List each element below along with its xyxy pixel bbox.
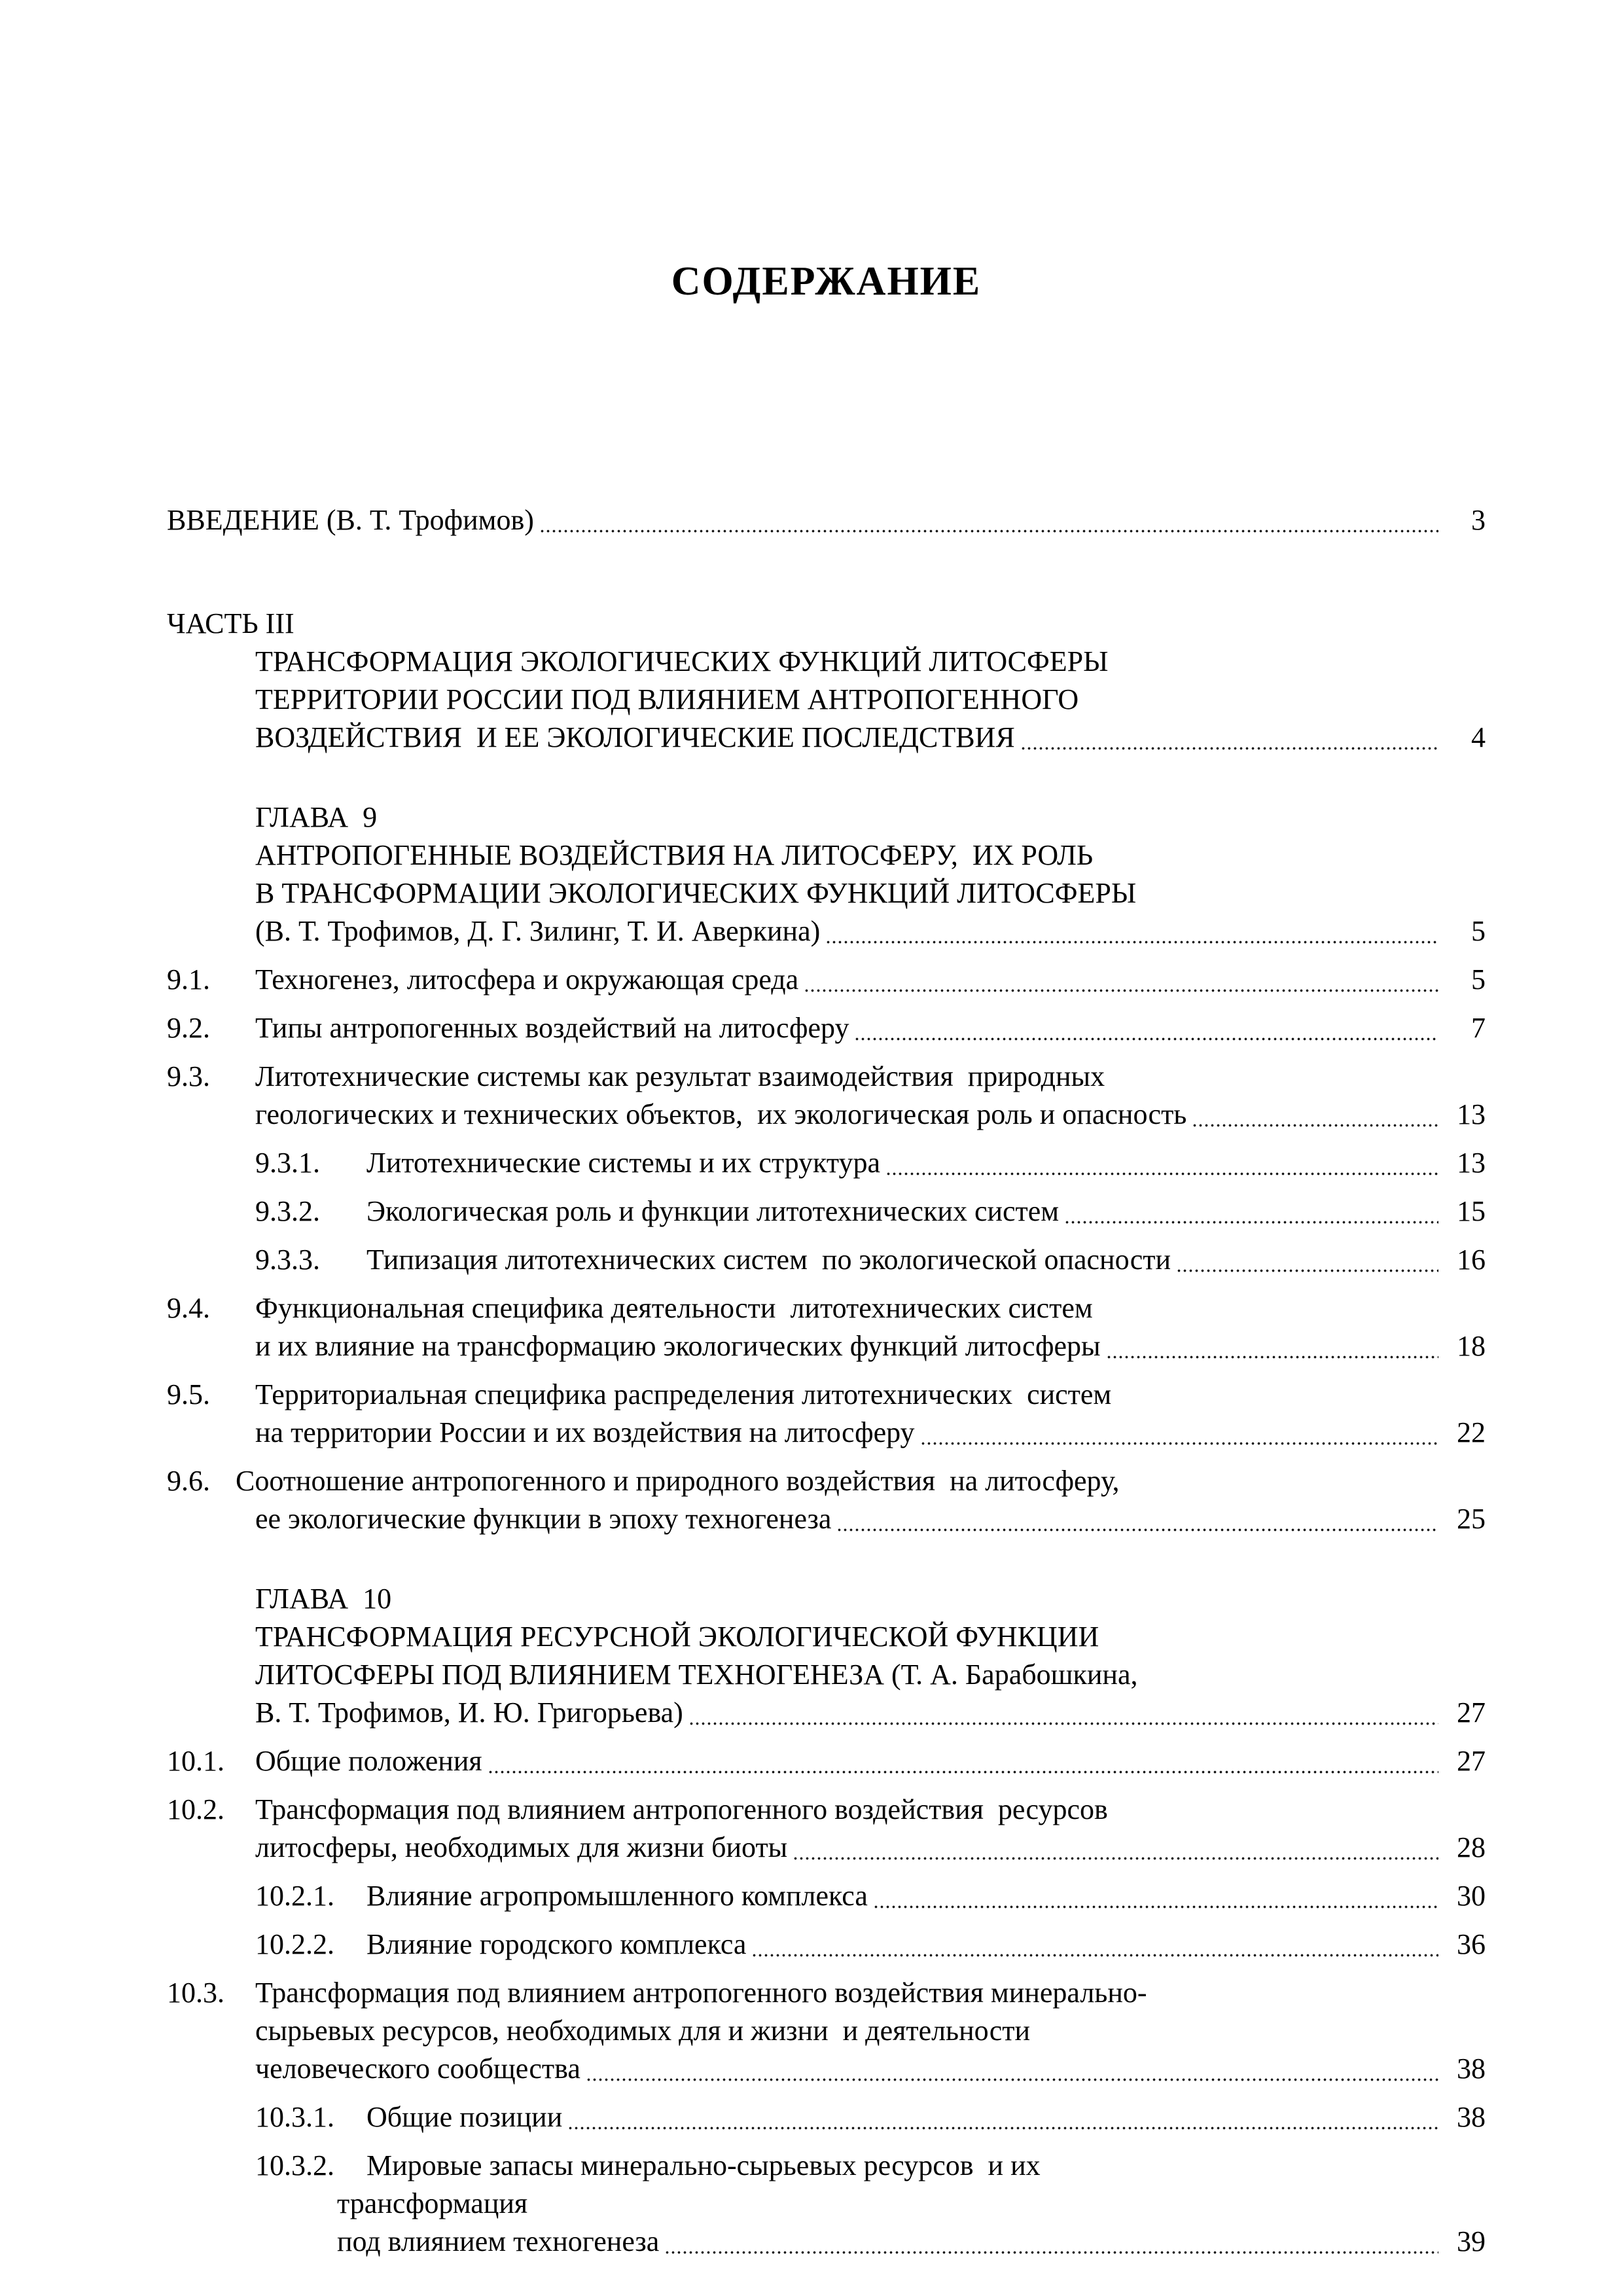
page-number: 22 bbox=[1457, 1416, 1486, 1448]
entry-line bbox=[167, 1618, 1486, 1656]
entry-line bbox=[167, 836, 1486, 874]
entry-text: Влияние городского комплекса bbox=[366, 1928, 747, 1960]
entry-text: ВВЕДЕНИЕ (В. Т. Трофимов) bbox=[167, 504, 534, 536]
toc-entry bbox=[167, 1289, 1486, 1365]
entry-text: ТЕРРИТОРИИ РОССИИ ПОД ВЛИЯНИЕМ АНТРОПОГЕННОГО bbox=[255, 683, 1079, 715]
entry-text: под влиянием техногенеза bbox=[337, 2225, 660, 2257]
entry-text: трансформация bbox=[337, 2187, 528, 2219]
page-number: 25 bbox=[1457, 1503, 1486, 1535]
page-number: 13 bbox=[1457, 1098, 1486, 1130]
entry-line bbox=[167, 501, 1486, 539]
entry-text: и их влияние на трансформацию экологических функций литосферы bbox=[255, 1330, 1101, 1362]
entry-text: ГЛАВА 10 bbox=[255, 1583, 392, 1615]
toc-entry bbox=[167, 1742, 1486, 1780]
dot-leader bbox=[489, 1770, 1438, 1774]
entry-line bbox=[167, 1009, 1486, 1047]
entry-text: Общие позиции bbox=[366, 2101, 563, 2133]
entry-line bbox=[167, 1580, 1486, 1618]
entry-text: ТРАНСФОРМАЦИЯ РЕСУРСНОЙ ЭКОЛОГИЧЕСКОЙ ФУНКЦИИ bbox=[255, 1621, 1099, 1653]
entry-text: Литотехнические системы как результат взаимодействия природных bbox=[255, 1060, 1105, 1092]
entry-line bbox=[167, 912, 1486, 950]
entry-text: В. Т. Трофимов, И. Ю. Григорьева) bbox=[255, 1696, 683, 1729]
entry-text: Территориальная специфика распределения литотехнических систем bbox=[255, 1378, 1112, 1410]
toc-entry bbox=[167, 2147, 1486, 2261]
entry-line bbox=[167, 1144, 1486, 1182]
entry-line bbox=[167, 2098, 1486, 2136]
dot-leader bbox=[794, 1857, 1438, 1860]
toc-entry bbox=[167, 1058, 1486, 1134]
toc-entry bbox=[167, 1193, 1486, 1230]
entry-line bbox=[167, 1500, 1486, 1538]
page-number: 16 bbox=[1457, 1244, 1486, 1276]
dot-leader bbox=[587, 2078, 1438, 2081]
toc-entry bbox=[167, 1009, 1486, 1047]
dot-leader bbox=[874, 1905, 1438, 1909]
entry-line bbox=[167, 1974, 1486, 2012]
entry-text: Типизация литотехнических систем по экологической опасности bbox=[366, 1244, 1171, 1276]
entry-number: 9.6. bbox=[167, 1465, 210, 1497]
toc-entry bbox=[167, 1462, 1486, 1538]
entry-text: Литотехнические системы и их структура bbox=[366, 1147, 881, 1179]
dot-leader bbox=[855, 1037, 1438, 1041]
entry-line bbox=[167, 1462, 1486, 1500]
entry-number: 9.3. bbox=[167, 1060, 210, 1092]
page-number: 39 bbox=[1457, 2225, 1486, 2257]
dot-leader bbox=[666, 2251, 1438, 2254]
entry-number: 10.3. bbox=[167, 1977, 224, 2009]
entry-text: ЛИТОСФЕРЫ ПОД ВЛИЯНИЕМ ТЕХНОГЕНЕЗА (Т. А. Барабошкина, bbox=[255, 1659, 1138, 1691]
entry-text: Типы антропогенных воздействий на литосферу bbox=[255, 1012, 849, 1044]
entry-number: 10.1. bbox=[167, 1745, 224, 1777]
page-number: 38 bbox=[1457, 2101, 1486, 2133]
entry-number: 10.2.2. bbox=[255, 1928, 334, 1960]
page-number: 27 bbox=[1457, 1745, 1486, 1777]
page-number: 28 bbox=[1457, 1831, 1486, 1863]
entry-number: 10.3.1. bbox=[255, 2101, 334, 2133]
toc-entry bbox=[167, 1144, 1486, 1182]
dot-leader bbox=[1022, 747, 1438, 750]
page-number: 5 bbox=[1471, 963, 1486, 996]
entry-text: Общие положения bbox=[255, 1745, 482, 1777]
page-number: 38 bbox=[1457, 2053, 1486, 2085]
dot-leader bbox=[753, 1954, 1438, 1957]
page-number: 36 bbox=[1457, 1928, 1486, 1960]
page-number: 3 bbox=[1471, 504, 1486, 536]
entry-line bbox=[167, 2012, 1486, 2050]
page-number: 30 bbox=[1457, 1880, 1486, 1912]
entry-text: Влияние агропромышленного комплекса bbox=[366, 1880, 868, 1912]
dot-leader bbox=[1107, 1355, 1438, 1359]
entry-line bbox=[167, 961, 1486, 999]
entry-text: Мировые запасы минерально-сырьевых ресурсов и их bbox=[366, 2149, 1041, 2181]
entry-number: 10.2. bbox=[167, 1793, 224, 1825]
entry-number: 9.1. bbox=[167, 963, 210, 996]
entry-number: 10.2.1. bbox=[255, 1880, 334, 1912]
entry-number: 9.4. bbox=[167, 1292, 210, 1324]
page-number: 18 bbox=[1457, 1330, 1486, 1362]
entry-number: 9.3.3. bbox=[255, 1244, 320, 1276]
entry-line bbox=[167, 1742, 1486, 1780]
dot-leader bbox=[838, 1528, 1438, 1532]
entry-text: сырьевых ресурсов, необходимых для и жизни и деятельности bbox=[255, 2015, 1031, 2047]
entry-line bbox=[167, 1829, 1486, 1867]
dot-leader bbox=[887, 1172, 1438, 1175]
entry-line bbox=[167, 1096, 1486, 1134]
entry-text: АНТРОПОГЕННЫЕ ВОЗДЕЙСТВИЯ НА ЛИТОСФЕРУ, ИХ РОЛЬ bbox=[255, 839, 1094, 871]
toc-entry bbox=[167, 961, 1486, 999]
entry-text: на территории России и их воздействия на литосферу bbox=[255, 1416, 915, 1448]
toc-entry bbox=[167, 1376, 1486, 1452]
page-number: 27 bbox=[1457, 1696, 1486, 1729]
page-number: 5 bbox=[1471, 915, 1486, 947]
dot-leader bbox=[805, 989, 1438, 992]
toc-entry bbox=[167, 1580, 1486, 1732]
dot-leader bbox=[921, 1442, 1438, 1445]
dot-leader bbox=[690, 1722, 1438, 1725]
toc-entry bbox=[167, 1926, 1486, 1964]
entry-line bbox=[167, 1791, 1486, 1829]
dot-leader bbox=[541, 529, 1438, 533]
entry-line bbox=[167, 719, 1486, 757]
entry-line bbox=[167, 2223, 1486, 2261]
entry-text: (В. Т. Трофимов, Д. Г. Зилинг, Т. И. Аверкина) bbox=[255, 915, 821, 947]
entry-text: ЧАСТЬ III bbox=[167, 607, 294, 639]
entry-number: 10.3.2. bbox=[255, 2149, 334, 2181]
entry-number: 9.2. bbox=[167, 1012, 210, 1044]
entry-text: ВОЗДЕЙСТВИЯ И ЕЕ ЭКОЛОГИЧЕСКИЕ ПОСЛЕДСТВИЯ bbox=[255, 721, 1015, 753]
entry-line bbox=[167, 2050, 1486, 2088]
entry-text: ГЛАВА 9 bbox=[255, 801, 378, 833]
page-number: 7 bbox=[1471, 1012, 1486, 1044]
entry-text: человеческого сообщества bbox=[255, 2053, 580, 2085]
page-number: 4 bbox=[1471, 721, 1486, 753]
entry-text: Экологическая роль и функции литотехнических систем bbox=[366, 1195, 1060, 1227]
dot-leader bbox=[1177, 1269, 1438, 1272]
entry-text: Трансформация под влиянием антропогенного воздействия минерально- bbox=[255, 1977, 1147, 2009]
entry-line bbox=[167, 1289, 1486, 1327]
entry-text: ТРАНСФОРМАЦИЯ ЭКОЛОГИЧЕСКИХ ФУНКЦИЙ ЛИТОСФЕРЫ bbox=[255, 645, 1109, 677]
entry-line bbox=[167, 1193, 1486, 1230]
entry-number: 9.5. bbox=[167, 1378, 210, 1410]
entry-text: ее экологические функции в эпоху техногенеза bbox=[255, 1503, 832, 1535]
toc-entry bbox=[167, 798, 1486, 950]
toc-entries bbox=[167, 501, 1486, 2261]
entry-line bbox=[167, 1241, 1486, 1279]
page-number: 13 bbox=[1457, 1147, 1486, 1179]
toc-entry bbox=[167, 1877, 1486, 1915]
entry-number: 9.3.2. bbox=[255, 1195, 320, 1227]
entry-line bbox=[167, 1376, 1486, 1414]
entry-text: В ТРАНСФОРМАЦИИ ЭКОЛОГИЧЕСКИХ ФУНКЦИЙ ЛИТОСФЕРЫ bbox=[255, 877, 1137, 909]
entry-line bbox=[167, 1414, 1486, 1452]
entry-text: геологических и технических объектов, их экологическая роль и опасность bbox=[255, 1098, 1187, 1130]
entry-line bbox=[167, 1656, 1486, 1694]
entry-line bbox=[167, 605, 1486, 643]
entry-text: Функциональная специфика деятельности литотехнических систем bbox=[255, 1292, 1093, 1324]
entry-text: литосферы, необходимых для жизни биоты bbox=[255, 1831, 788, 1863]
toc-entry bbox=[167, 1791, 1486, 1867]
entry-line bbox=[167, 1926, 1486, 1964]
entry-line bbox=[167, 798, 1486, 836]
page-title: СОДЕРЖАНИЕ bbox=[671, 259, 982, 304]
dot-leader bbox=[827, 941, 1438, 944]
entry-text: Трансформация под влиянием антропогенного воздействия ресурсов bbox=[255, 1793, 1108, 1825]
toc-entry bbox=[167, 1974, 1486, 2088]
entry-line bbox=[167, 1694, 1486, 1732]
entry-line bbox=[167, 2185, 1486, 2223]
entry-number: 9.3.1. bbox=[255, 1147, 320, 1179]
entry-line bbox=[167, 1877, 1486, 1915]
entry-line bbox=[167, 2147, 1486, 2185]
entry-line bbox=[167, 681, 1486, 719]
entry-text: Техногенез, литосфера и окружающая среда bbox=[255, 963, 799, 996]
toc-entry bbox=[167, 2098, 1486, 2136]
dot-leader bbox=[1065, 1221, 1438, 1224]
entry-line bbox=[167, 874, 1486, 912]
page-number: 15 bbox=[1457, 1195, 1486, 1227]
dot-leader bbox=[569, 2126, 1438, 2130]
dot-leader bbox=[1193, 1124, 1438, 1127]
toc-entry bbox=[167, 1241, 1486, 1279]
entry-line bbox=[167, 1327, 1486, 1365]
toc-entry bbox=[167, 605, 1486, 757]
toc-entry bbox=[167, 501, 1486, 539]
entry-text: Соотношение антропогенного и природного воздействия на литосферу, bbox=[236, 1465, 1120, 1497]
entry-line bbox=[167, 1058, 1486, 1096]
entry-line bbox=[167, 643, 1486, 681]
